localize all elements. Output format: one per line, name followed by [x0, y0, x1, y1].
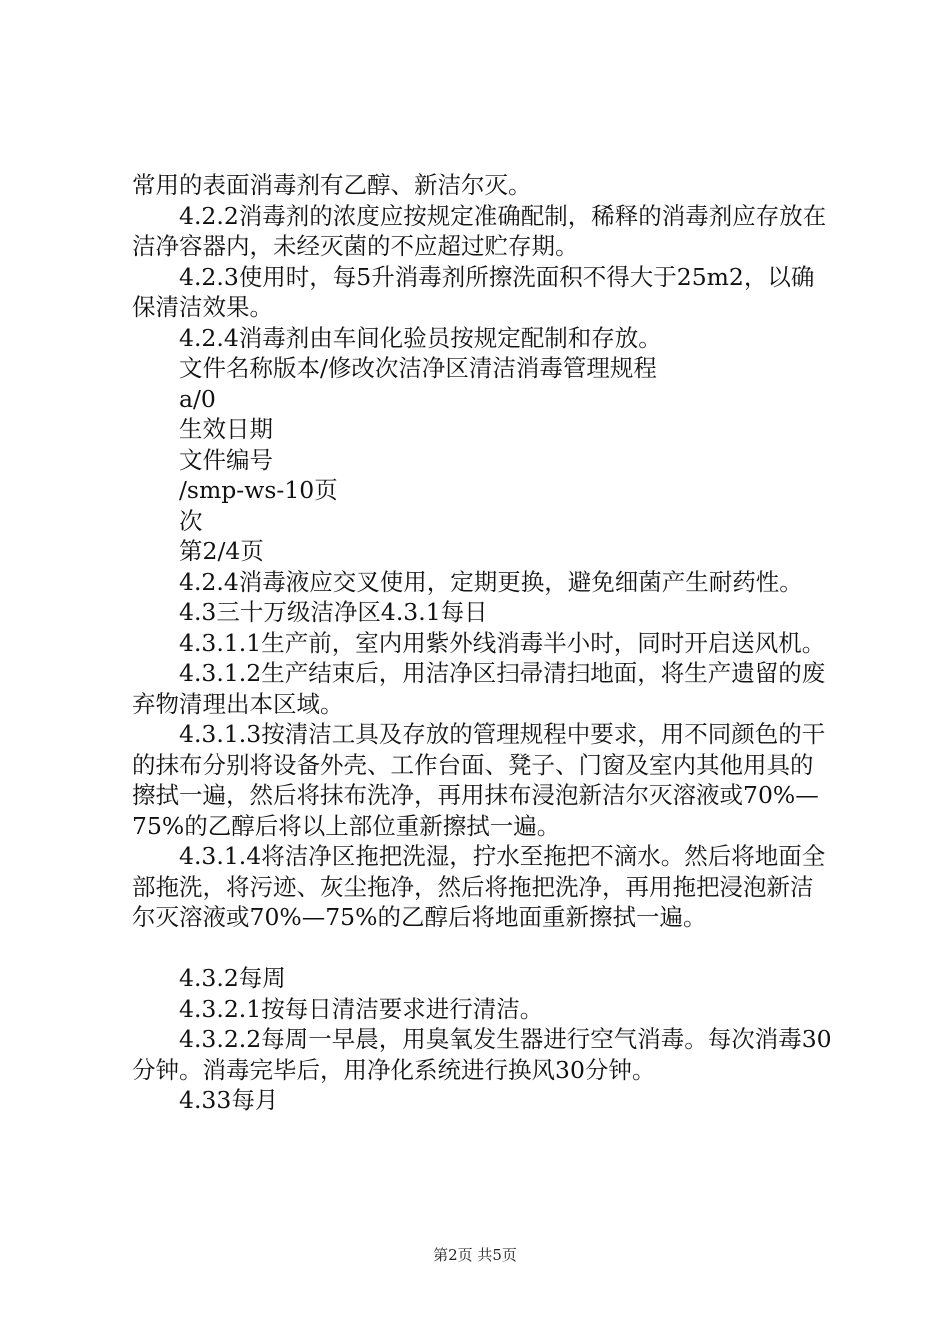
paragraph: 常用的表面消毒剂有乙醇、新洁尔灭。 [132, 171, 532, 199]
paragraph: 4.3.2.2每周一早晨，用臭氧发生器进行空气消毒。每次消毒30分钟。消毒完毕后，用净化系统进行换风30分钟。 [132, 1025, 832, 1084]
file-header-line: 第2/4页 [179, 537, 264, 565]
paragraph: 4.3.1.4将洁净区拖把洗湿，拧水至拖把不滴水。然后将地面全部拖洗，将污迹、灰尘拖净，然后将拖把洗净，再用拖把浸泡新洁尔灭溶液或70%—75%的乙醇后将地面重新擦拭一遍。 [132, 842, 826, 931]
paragraph: 4.3.2.1按每日清洁要求进行清洁。 [179, 994, 544, 1023]
file-header-line: a/0 [179, 384, 216, 413]
section-heading: 4.3三十万级洁净区4.3.1每日 [179, 598, 488, 626]
paragraph: 4.3.1.3按清洁工具及存放的管理规程中要求，用不同颜色的干的抹布分别将设备外壳、工作台面、凳子、门窗及室内其他用具的擦拭一遍，然后将抹布洗净，再用抹布浸泡新洁尔灭溶液或70%—75%的乙醇后将以上部位重新擦拭一遍。 [132, 720, 826, 840]
paragraph: 4.3.1.1生产前，室内用紫外线消毒半小时，同时开启送风机。 [179, 628, 826, 657]
paragraph: 4.2.3使用时，每5升消毒剂所擦洗面积不得大于25m2，以确保清洁效果。 [132, 262, 815, 321]
paragraph: 4.2.2消毒剂的浓度应按规定准确配制，稀释的消毒剂应存放在洁净容器内，未经灭菌的不应超过贮存期。 [132, 201, 827, 260]
file-header-line: 生效日期 [179, 415, 273, 443]
section-heading: 4.33每月 [179, 1086, 279, 1114]
file-header-line: 文件名称版本/修改次洁净区清洁消毒管理规程 [179, 354, 657, 382]
paragraph: 4.3.1.2生产结束后，用洁净区扫帚清扫地面，将生产遗留的废弃物清理出本区域。 [132, 659, 826, 718]
file-header-line: /smp-ws-10页 [179, 476, 338, 504]
section-heading: 4.3.2每周 [179, 964, 286, 992]
paragraph: 4.2.4消毒液应交叉使用，定期更换，避免细菌产生耐药性。 [179, 567, 803, 596]
document-body [132, 170, 832, 1116]
blank-line [132, 933, 832, 964]
paragraph: 4.2.4消毒剂由车间化验员按规定配制和存放。 [179, 323, 662, 352]
page-footer: 第2页 共5页 [433, 1246, 517, 1264]
file-header-line: 文件编号 [179, 445, 273, 474]
file-header-line: 次 [179, 506, 203, 535]
